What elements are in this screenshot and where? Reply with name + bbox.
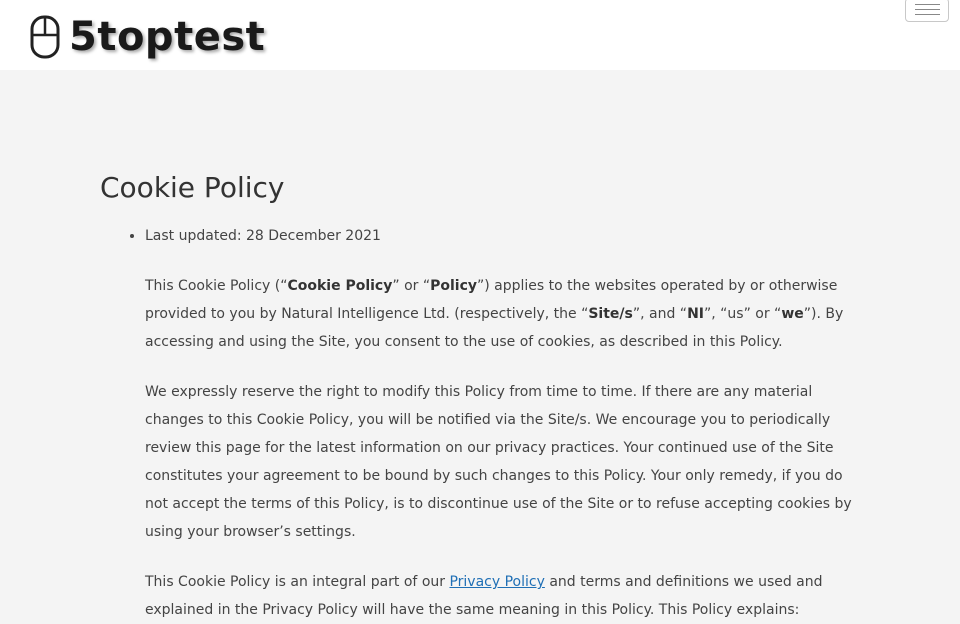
bold-term: Policy (430, 278, 477, 294)
text: This Cookie Policy is an integral part of our (145, 574, 450, 590)
page-title: Cookie Policy (100, 171, 285, 204)
mouse-icon (30, 15, 60, 59)
main-content (100, 168, 860, 624)
last-updated: Last updated: 28 December 2021 (145, 228, 381, 244)
list-item (145, 222, 860, 624)
text: ”) applies to the websites operated by or otherwise provided to you by Natural Intelligence Ltd. (respectively, the “ (145, 278, 838, 322)
hamburger-menu-button[interactable] (905, 0, 949, 22)
integral-part-paragraph (145, 568, 865, 624)
intro-paragraph (145, 272, 865, 356)
bold-term: Site/s (588, 306, 633, 322)
text: This Cookie Policy (“ (145, 278, 288, 294)
modification-paragraph: We expressly reserve the right to modify this Policy from time to time. If there are any material changes to this Cookie Policy, you will be notified via the Site/s. We encourage you to periodically review this page for the latest information on our privacy practices. Your continued use of the Site constitutes your agreement to be bound by such changes to this Policy. Your only remedy, if you do not accept the terms of this Policy, is to discontinue use of the Site or to refuse accepting cookies by using your browser’s settings. (145, 384, 852, 540)
site-header (0, 0, 960, 70)
hamburger-menu-icon (915, 4, 940, 5)
text: ” or “ (392, 278, 431, 294)
bold-term: NI (687, 306, 704, 322)
text: ”). By accessing and using the Site, you consent to the use of cookies, as described in this Policy. (145, 306, 844, 350)
bold-term: Cookie Policy (287, 278, 393, 294)
text: ”, “us” or “ (704, 306, 782, 322)
hamburger-menu-icon-bar (915, 14, 940, 15)
logo-text: 5toptest (69, 14, 266, 60)
privacy-policy-link[interactable]: Privacy Policy (449, 574, 545, 590)
hamburger-menu-icon-bar (915, 9, 940, 10)
site-logo[interactable] (30, 12, 265, 62)
text: ”, and “ (632, 306, 688, 322)
bold-term: we (781, 306, 804, 322)
text: and terms and definitions we used and explained in the Privacy Policy will have the same meaning in this Policy. This Policy explains: (145, 574, 823, 618)
policy-list (100, 222, 860, 624)
